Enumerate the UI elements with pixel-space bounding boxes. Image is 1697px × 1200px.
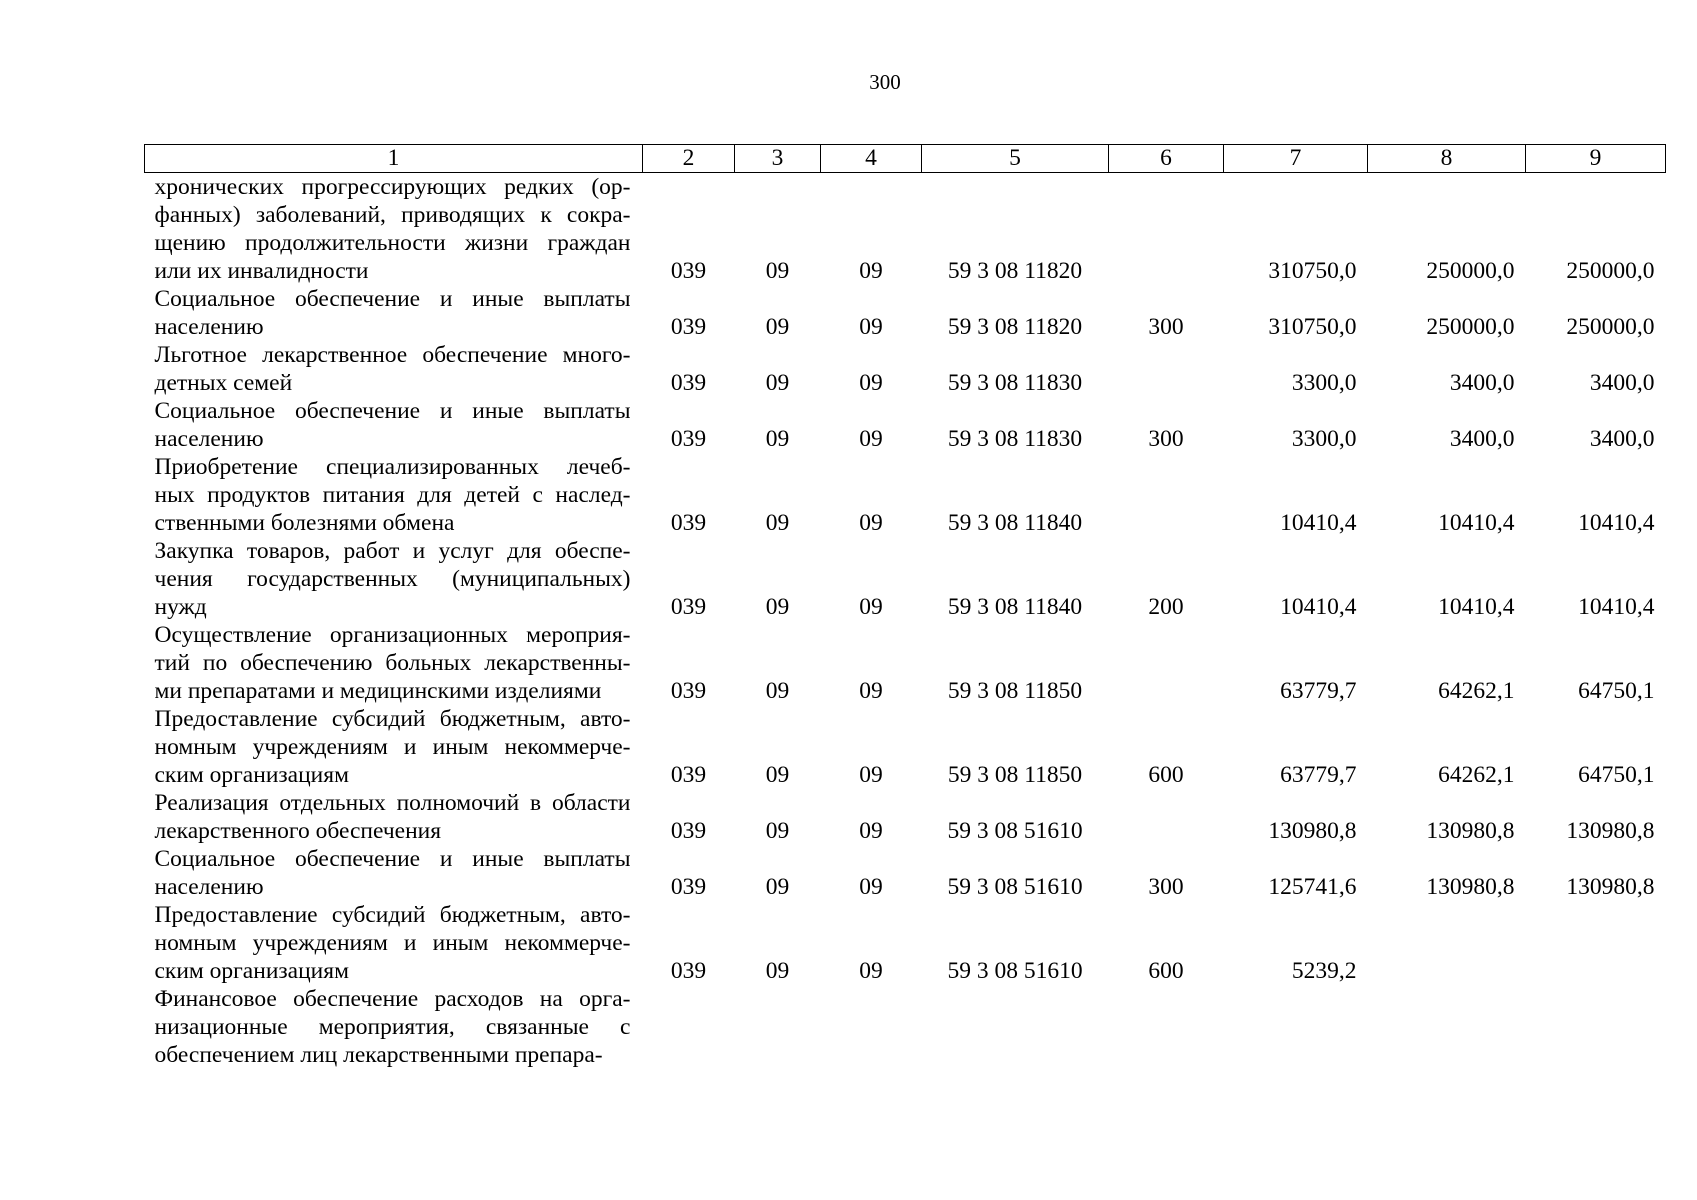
cell-amount-year-2: 64262,1 bbox=[1438, 678, 1515, 704]
table-row bbox=[145, 705, 1666, 789]
description-line: населению bbox=[154, 314, 264, 340]
column-header-4: 4 bbox=[821, 145, 922, 173]
cell-expense-type: 300 bbox=[1148, 426, 1184, 452]
description-line: тий по обеспечению больных лекарственны- bbox=[154, 650, 631, 676]
cell-subsection: 09 bbox=[859, 818, 883, 844]
cell-amount-year-2: 10410,4 bbox=[1438, 594, 1515, 620]
cell-amount-year-3: 3400,0 bbox=[1589, 370, 1655, 396]
cell-admin-code: 039 bbox=[670, 426, 707, 452]
cell-amount-year-3: 250000,0 bbox=[1566, 314, 1655, 340]
description-line: чения государственных (муниципальных) bbox=[154, 566, 631, 592]
cell-description bbox=[145, 537, 643, 621]
description-line: ных продуктов питания для детей с наслед- bbox=[154, 482, 631, 508]
description-line: Социальное обеспечение и иные выплаты bbox=[154, 846, 631, 872]
cell-subsection: 09 bbox=[859, 314, 883, 340]
cell-subsection: 09 bbox=[859, 426, 883, 452]
header-row bbox=[145, 145, 1666, 173]
description-line: номным учреждениям и иным некоммерче- bbox=[154, 734, 631, 760]
cell-subsection: 09 bbox=[859, 370, 883, 396]
cell-admin-code: 039 bbox=[670, 510, 707, 536]
description-line: щению продолжительности жизни граждан bbox=[154, 230, 631, 256]
description-line: детных семей bbox=[154, 370, 293, 396]
description-line: Социальное обеспечение и иные выплаты bbox=[154, 286, 631, 312]
cell-target-article: 59 3 08 11830 bbox=[947, 370, 1083, 396]
cell-amount-year-2: 130980,8 bbox=[1426, 874, 1515, 900]
cell-target-article: 59 3 08 51610 bbox=[947, 818, 1083, 844]
cell-target-article: 59 3 08 11850 bbox=[947, 762, 1083, 788]
cell-target-article: 59 3 08 11840 bbox=[947, 594, 1083, 620]
cell-section: 09 bbox=[765, 594, 790, 620]
description-line: нужд bbox=[154, 594, 207, 620]
table-body bbox=[145, 173, 1666, 1070]
cell-admin-code: 039 bbox=[670, 762, 707, 788]
description-line: Приобретение специализированных лечеб- bbox=[154, 454, 631, 480]
table-row bbox=[145, 621, 1666, 705]
cell-expense-type bbox=[1109, 621, 1224, 705]
cell-description bbox=[145, 621, 643, 705]
table-row bbox=[145, 397, 1666, 453]
description-line: населению bbox=[154, 874, 264, 900]
cell-amount-year-2: 64262,1 bbox=[1438, 762, 1515, 788]
description-line: Льготное лекарственное обеспечение много- bbox=[154, 342, 631, 368]
table-row bbox=[145, 901, 1666, 985]
description-line: ми препаратами и медицинскими изделиями bbox=[154, 678, 602, 704]
cell-description bbox=[145, 285, 643, 341]
cell-subsection: 09 bbox=[859, 678, 883, 704]
cell-subsection: 09 bbox=[859, 258, 883, 284]
cell-amount-year-1 bbox=[1224, 985, 1368, 1069]
cell-amount-year-3: 10410,4 bbox=[1578, 510, 1655, 536]
cell-section bbox=[735, 985, 821, 1069]
cell-section: 09 bbox=[765, 678, 790, 704]
column-header-1: 1 bbox=[145, 145, 643, 173]
description-line: населению bbox=[154, 426, 264, 452]
cell-target-article: 59 3 08 51610 bbox=[947, 874, 1083, 900]
cell-amount-year-1: 3300,0 bbox=[1291, 426, 1357, 452]
column-header-9: 9 bbox=[1526, 145, 1666, 173]
cell-amount-year-3: 64750,1 bbox=[1578, 678, 1655, 704]
cell-subsection: 09 bbox=[859, 594, 883, 620]
description-line: низационные мероприятия, связанные с bbox=[154, 1014, 631, 1040]
column-header-7: 7 bbox=[1224, 145, 1368, 173]
cell-amount-year-1: 63779,7 bbox=[1280, 762, 1357, 788]
cell-amount-year-2: 3400,0 bbox=[1449, 426, 1515, 452]
cell-expense-type bbox=[1109, 453, 1224, 537]
table-row bbox=[145, 537, 1666, 621]
cell-amount-year-2: 250000,0 bbox=[1426, 314, 1515, 340]
column-header-2: 2 bbox=[643, 145, 735, 173]
cell-subsection: 09 bbox=[859, 510, 883, 536]
cell-amount-year-3: 130980,8 bbox=[1566, 874, 1655, 900]
cell-admin-code: 039 bbox=[670, 874, 707, 900]
cell-expense-type: 300 bbox=[1148, 314, 1184, 340]
cell-amount-year-2: 250000,0 bbox=[1426, 258, 1515, 284]
cell-expense-type: 200 bbox=[1148, 594, 1184, 620]
cell-amount-year-1: 310750,0 bbox=[1268, 258, 1357, 284]
cell-section: 09 bbox=[765, 314, 790, 340]
table-row bbox=[145, 789, 1666, 845]
description-line: Финансовое обеспечение расходов на орга- bbox=[154, 986, 631, 1012]
column-header-8: 8 bbox=[1368, 145, 1526, 173]
description-line: Предоставление субсидий бюджетным, авто- bbox=[154, 706, 631, 732]
table-header bbox=[145, 145, 1666, 173]
cell-expense-type bbox=[1109, 789, 1224, 845]
cell-amount-year-1: 3300,0 bbox=[1291, 370, 1357, 396]
cell-target-article: 59 3 08 11820 bbox=[947, 258, 1083, 284]
cell-expense-type bbox=[1109, 173, 1224, 286]
cell-description bbox=[145, 705, 643, 789]
description-line: Предоставление субсидий бюджетным, авто- bbox=[154, 902, 631, 928]
cell-amount-year-3: 64750,1 bbox=[1578, 762, 1655, 788]
cell-admin-code: 039 bbox=[670, 594, 707, 620]
cell-section: 09 bbox=[765, 426, 790, 452]
cell-admin-code: 039 bbox=[670, 258, 707, 284]
cell-subsection: 09 bbox=[859, 874, 883, 900]
cell-description bbox=[145, 845, 643, 901]
description-line: номным учреждениям и иным некоммерче- bbox=[154, 930, 631, 956]
table-row bbox=[145, 173, 1666, 286]
cell-description bbox=[145, 901, 643, 985]
cell-amount-year-1: 10410,4 bbox=[1280, 510, 1357, 536]
description-line: обеспечением лиц лекарственными препара- bbox=[154, 1042, 603, 1068]
column-header-6: 6 bbox=[1109, 145, 1224, 173]
cell-target-article: 59 3 08 11830 bbox=[947, 426, 1083, 452]
cell-description bbox=[145, 453, 643, 537]
cell-amount-year-2 bbox=[1368, 985, 1526, 1069]
cell-target-article: 59 3 08 11840 bbox=[947, 510, 1083, 536]
cell-description bbox=[145, 789, 643, 845]
cell-description bbox=[145, 341, 643, 397]
cell-expense-type: 300 bbox=[1148, 874, 1184, 900]
cell-description bbox=[145, 985, 643, 1069]
cell-amount-year-1: 130980,8 bbox=[1268, 818, 1357, 844]
description-line: лекарственного обеспечения bbox=[154, 818, 442, 844]
cell-target-article bbox=[922, 985, 1109, 1069]
cell-amount-year-3: 10410,4 bbox=[1578, 594, 1655, 620]
cell-amount-year-2 bbox=[1368, 901, 1526, 985]
cell-amount-year-2: 10410,4 bbox=[1438, 510, 1515, 536]
table-row bbox=[145, 845, 1666, 901]
cell-admin-code: 039 bbox=[670, 678, 707, 704]
description-line: ским организациям bbox=[154, 762, 349, 788]
cell-amount-year-3: 130980,8 bbox=[1566, 818, 1655, 844]
cell-admin-code: 039 bbox=[670, 958, 707, 984]
table-row bbox=[145, 453, 1666, 537]
cell-section: 09 bbox=[765, 258, 790, 284]
cell-expense-type: 600 bbox=[1148, 762, 1184, 788]
cell-section: 09 bbox=[765, 958, 790, 984]
description-line: Социальное обеспечение и иные выплаты bbox=[154, 398, 631, 424]
description-line: фанных) заболеваний, приводящих к сокра- bbox=[154, 202, 631, 228]
cell-amount-year-3: 3400,0 bbox=[1589, 426, 1655, 452]
table-row bbox=[145, 285, 1666, 341]
table-row bbox=[145, 985, 1666, 1069]
budget-table bbox=[144, 144, 1666, 1069]
cell-section: 09 bbox=[765, 370, 790, 396]
cell-amount-year-1: 125741,6 bbox=[1268, 874, 1357, 900]
cell-subsection: 09 bbox=[859, 958, 883, 984]
cell-amount-year-3 bbox=[1526, 985, 1666, 1069]
cell-subsection: 09 bbox=[859, 762, 883, 788]
description-line: Осуществление организационных мероприя- bbox=[154, 622, 631, 648]
cell-amount-year-2: 3400,0 bbox=[1449, 370, 1515, 396]
cell-admin-code: 039 bbox=[670, 314, 707, 340]
cell-expense-type bbox=[1109, 985, 1224, 1069]
description-line: ственными болезнями обмена bbox=[154, 510, 455, 536]
cell-section: 09 bbox=[765, 874, 790, 900]
cell-expense-type bbox=[1109, 341, 1224, 397]
cell-description bbox=[145, 397, 643, 453]
cell-admin-code: 039 bbox=[670, 370, 707, 396]
column-header-5: 5 bbox=[922, 145, 1109, 173]
cell-amount-year-1: 5239,2 bbox=[1291, 958, 1357, 984]
cell-target-article: 59 3 08 51610 bbox=[947, 958, 1083, 984]
cell-subsection bbox=[821, 985, 922, 1069]
cell-target-article: 59 3 08 11850 bbox=[947, 678, 1083, 704]
cell-section: 09 bbox=[765, 818, 790, 844]
description-line: хронических прогрессирующих редких (ор- bbox=[154, 174, 631, 200]
description-line: Закупка товаров, работ и услуг для обеспе- bbox=[154, 538, 631, 564]
description-line: ским организациям bbox=[154, 958, 349, 984]
cell-admin-code: 039 bbox=[670, 818, 707, 844]
cell-amount-year-1: 310750,0 bbox=[1268, 314, 1357, 340]
cell-amount-year-3 bbox=[1526, 901, 1666, 985]
cell-target-article: 59 3 08 11820 bbox=[947, 314, 1083, 340]
cell-admin-code bbox=[643, 985, 735, 1069]
page-number: 300 bbox=[869, 70, 901, 94]
cell-amount-year-2: 130980,8 bbox=[1426, 818, 1515, 844]
cell-expense-type: 600 bbox=[1148, 958, 1184, 984]
description-line: или их инвалидности bbox=[154, 258, 369, 284]
cell-section: 09 bbox=[765, 762, 790, 788]
column-header-3: 3 bbox=[735, 145, 821, 173]
cell-description bbox=[145, 173, 643, 286]
table-row bbox=[145, 341, 1666, 397]
cell-amount-year-1: 10410,4 bbox=[1280, 594, 1357, 620]
description-line: Реализация отдельных полномочий в области bbox=[154, 790, 631, 816]
cell-amount-year-3: 250000,0 bbox=[1566, 258, 1655, 284]
cell-section: 09 bbox=[765, 510, 790, 536]
cell-amount-year-1: 63779,7 bbox=[1280, 678, 1357, 704]
